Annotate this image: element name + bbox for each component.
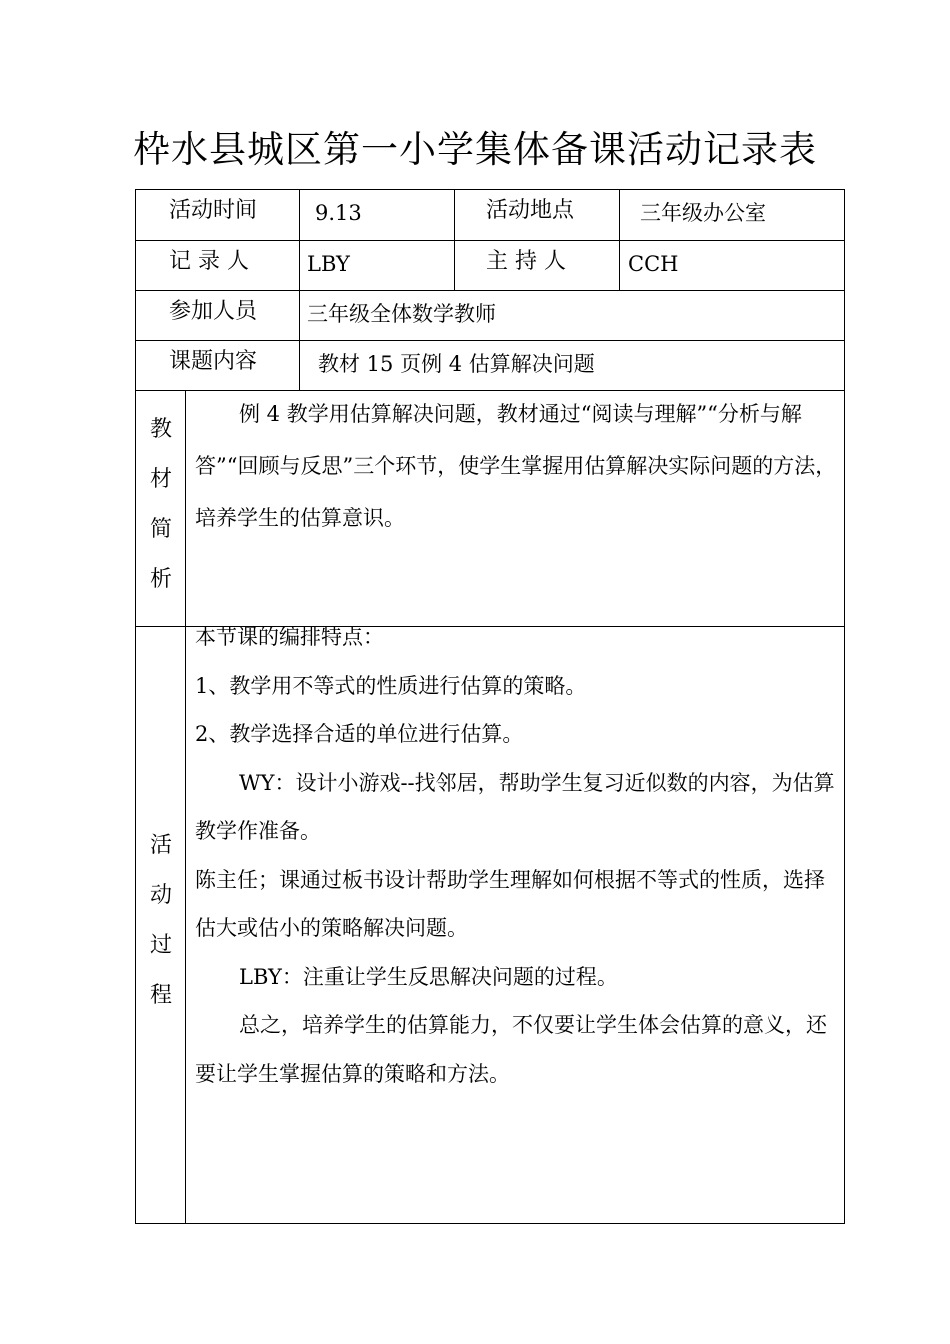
analysis-side-char: 材 — [149, 467, 172, 492]
participants-label: 参加人员 — [169, 299, 258, 324]
row-divider — [135, 340, 845, 341]
document-title: 枠水县城区第一小学集体备课活动记录表 — [133, 128, 817, 171]
activity-place-label: 活动地点 — [486, 198, 575, 223]
process-side-char: 活 — [149, 833, 172, 858]
process-line: 总之，培养学生的估算能力，不仅要让学生体会估算的意义，还要让学生掌握估算的策略和方法。 — [195, 1013, 827, 1086]
row-divider — [135, 240, 845, 241]
activity-time-label: 活动时间 — [169, 198, 258, 223]
table-border-right — [844, 189, 845, 1224]
process-side-char: 动 — [149, 883, 172, 908]
analysis-side-char: 教 — [149, 417, 172, 442]
analysis-side-char: 析 — [149, 567, 172, 592]
table-border-top — [135, 189, 845, 190]
analysis-side-char: 简 — [149, 517, 172, 542]
topic-label: 课题内容 — [169, 349, 258, 374]
table-border-left — [135, 189, 136, 1224]
analysis-side-label — [136, 405, 186, 605]
topic-value: 教材 15 页例 4 估算解决问题 — [318, 352, 595, 376]
process-line: 本节课的编排特点： — [195, 625, 384, 649]
host-value: CCH — [628, 252, 679, 276]
row-divider — [135, 290, 845, 291]
recorder-label: 记 录 人 — [169, 249, 249, 274]
process-line: 1、教学用不等式的性质进行估算的策略。 — [195, 673, 587, 698]
table-border-bottom — [135, 1223, 845, 1224]
process-line: 陈主任；课通过板书设计帮助学生理解如何根据不等式的性质，选择估大或估小的策略解决问题。 — [195, 867, 825, 940]
process-line: LBY：注重让学生反思解决问题的过程。 — [239, 964, 618, 989]
recorder-value: LBY — [307, 252, 350, 276]
process-side-label — [136, 821, 186, 1021]
host-label: 主 持 人 — [486, 249, 566, 274]
col-divider — [299, 189, 300, 391]
analysis-paragraph: 例 4 教学用估算解决问题，教材通过“阅读与理解”“分析与解答”“回顾与反思”三个环节，使学生掌握用估算解决实际问题的方法，培养学生的估算意识。 — [195, 402, 837, 530]
process-line: 2、教学选择合适的单位进行估算。 — [195, 722, 524, 746]
process-side-char: 过 — [149, 933, 172, 958]
activity-place-value: 三年级办公室 — [640, 201, 766, 225]
process-side-char: 程 — [149, 983, 172, 1008]
col-divider — [454, 189, 455, 291]
participants-value: 三年级全体数学教师 — [307, 302, 496, 326]
process-line: WY：设计小游戏--找邻居，帮助学生复习近似数的内容，为估算教学作准备。 — [195, 770, 835, 843]
col-divider — [619, 189, 620, 291]
record-table — [135, 189, 845, 1224]
analysis-text-block — [195, 388, 837, 544]
process-text-block — [195, 613, 841, 1098]
activity-time-value: 9.13 — [315, 201, 362, 225]
